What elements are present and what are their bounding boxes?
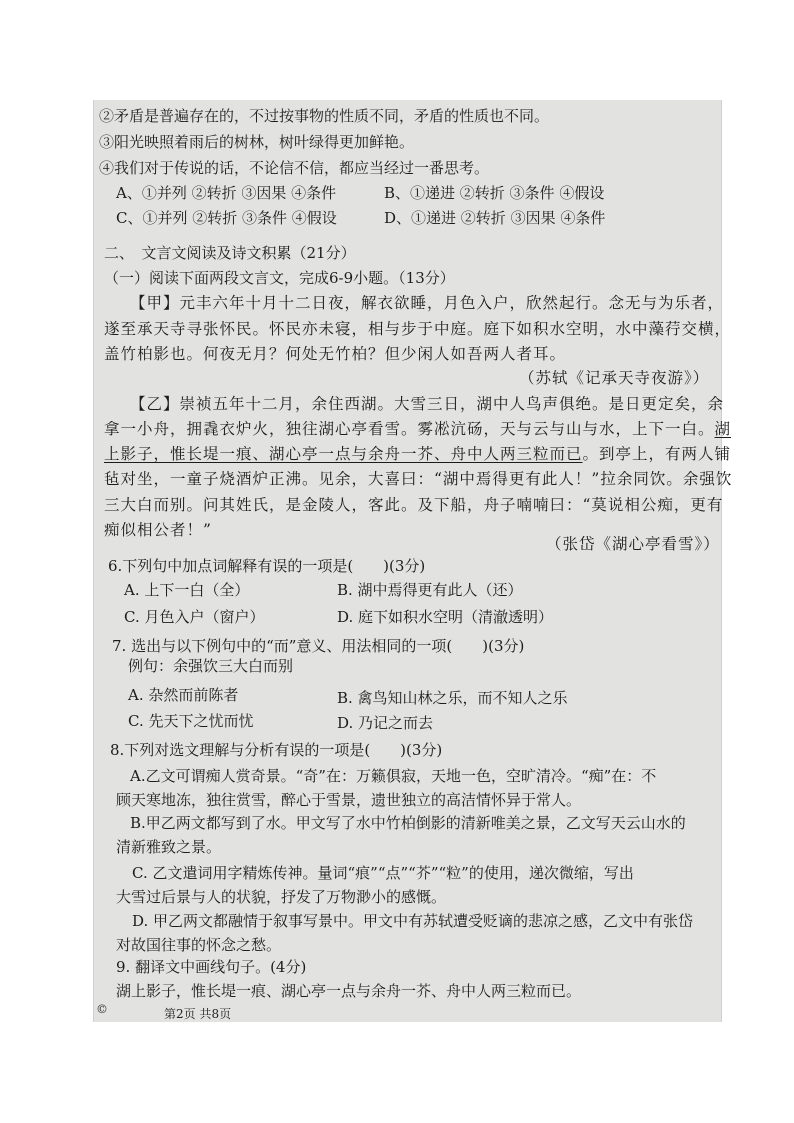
question-7-option-c: C. 先天下之忧而忧 bbox=[128, 712, 254, 730]
passage-b-line-4: 毡对坐，一童子烧酒炉正沸。见余，大喜曰：“湖中焉得更有此人！”拉余同饮。余强饮 bbox=[104, 470, 733, 488]
question-6-option-c: C. 月色入户（窗户） bbox=[124, 608, 265, 626]
copyright-mark: © bbox=[96, 1002, 108, 1016]
question-7-option-d: D. 乃记之而去 bbox=[337, 714, 434, 732]
question-6-stem: 6.下列句中加点词解释有误的一项是( )(3分) bbox=[108, 557, 426, 575]
passage-b-line-3 bbox=[104, 444, 731, 464]
choice-a: A、①并列 ②转折 ③因果 ④条件 bbox=[116, 184, 337, 202]
choice-c: C、①并列 ②转折 ③条件 ④假设 bbox=[116, 209, 337, 227]
question-7-option-a: A. 杂然而前陈者 bbox=[128, 686, 239, 704]
section-subheading: （一）阅读下面两段文言文，完成6-9小题。（13分） bbox=[104, 269, 455, 287]
passage-b-source: （张岱《湖心亭看雪》） bbox=[546, 535, 720, 553]
choice-b: B、①递进 ②转折 ③条件 ④假设 bbox=[384, 184, 605, 202]
question-9-stem: 9. 翻译文中画线句子。(4分) bbox=[116, 958, 307, 976]
question-9-sentence: 湖上影子，惟长堤一痕、湖心亭一点与余舟一芥、舟中人两三粒而已。 bbox=[116, 982, 582, 1000]
passage-a-line-2: 遂至承天寺寻张怀民。怀民亦未寝，相与步于中庭。庭下如积水空明，水中藻荇交横， bbox=[104, 320, 732, 338]
question-8-option-d-line-2: 对故国往事的怀念之愁。 bbox=[116, 936, 282, 954]
question-8-option-d-line-1: D. 甲乙两文都融情于叙事写景中。甲文中有苏轼遭受贬谪的悲凉之感，乙文中有张岱 bbox=[132, 912, 694, 930]
question-8-option-b-line-1: B.甲乙两文都写到了水。甲文写了水中竹柏倒影的清新唯美之景，乙文写天云山水的 bbox=[130, 814, 686, 832]
passage-b-line-1: 【乙】崇祯五年十二月，余住西湖。大雪三日，湖中人鸟声俱绝。是日更定矣，余 bbox=[130, 395, 725, 413]
section-heading: 二、 文言文阅读及诗文积累（21分） bbox=[104, 244, 356, 262]
question-6-option-d: D. 庭下如积水空明（清澈透明） bbox=[337, 608, 554, 626]
question-8-option-c-line-1: C. 乙文遣词用字精炼传神。量词“痕”“点”“芥”“粒”的使用，递次微缩，写出 bbox=[132, 864, 634, 882]
question-7-example: 例句：余强饮三大白而别 bbox=[128, 657, 294, 675]
question-6-option-b: B. 湖中焉得更有此人（还） bbox=[337, 581, 523, 599]
underlined-sentence-start: 湖 bbox=[714, 420, 732, 438]
option-4-text: ④我们对于传说的话，不论信不信，都应当经过一番思考。 bbox=[99, 159, 490, 177]
question-8-option-a-line-2: 顾天寒地冻，独往赏雪，醉心于雪景，遗世独立的高洁情怀异于常人。 bbox=[116, 791, 582, 809]
exam-page bbox=[93, 100, 733, 1022]
question-7-option-b: B. 禽鸟知山林之乐，而不知人之乐 bbox=[337, 689, 568, 707]
passage-b-line-6: 痴似相公者！” bbox=[104, 521, 212, 539]
passage-a-source: （苏轼《记承天寺夜游》） bbox=[519, 369, 710, 387]
option-3-text: ③阳光映照着雨后的树林，树叶绿得更加鲜艳。 bbox=[99, 133, 415, 151]
question-7-stem: 7. 选出与以下例句中的“而”意义、用法相同的一项( )(3分) bbox=[112, 637, 525, 655]
passage-b-line-5: 三大白而别。问其姓氏，是金陵人，客此。及下船，舟子喃喃曰：“莫说相公痴，更有 bbox=[104, 496, 724, 514]
option-2-text: ②矛盾是普遍存在的，不过按事物的性质不同，矛盾的性质也不同。 bbox=[99, 107, 550, 125]
question-8-option-b-line-2: 清新雅致之景。 bbox=[116, 838, 222, 856]
question-8-stem: 8.下列对选文理解与分析有误的一项是( )(3分) bbox=[110, 741, 443, 759]
question-8-option-c-line-2: 大雪过后景与人的状貌，抒发了万物渺小的感慨。 bbox=[116, 888, 447, 906]
passage-a-line-3: 盖竹柏影也。何夜无月？何处无竹柏？但少闲人如吾两人者耳。 bbox=[104, 345, 567, 363]
passage-b-line-3-rest: 。到亭上，有两人铺 bbox=[582, 445, 732, 463]
underlined-sentence: 上影子，惟长堤一痕、湖心亭一点与余舟一芥、舟中人两三粒而已 bbox=[104, 445, 583, 463]
passage-b-line-2 bbox=[104, 419, 731, 439]
choice-d: D、①递进 ②转折 ③因果 ④条件 bbox=[384, 209, 606, 227]
question-6-option-a: A. 上下一白（全） bbox=[124, 581, 250, 599]
passage-a-line-1: 【甲】元丰六年十月十二日夜，解衣欲睡，月色入户，欣然起行。念无与为乐者， bbox=[130, 294, 725, 312]
passage-b-line-2-text: 拿一小舟，拥毳衣炉火，独往湖心亭看雪。雾凇沆砀，天与云与山与水，上下一白。 bbox=[104, 420, 715, 438]
question-8-option-a-line-1: A.乙文可谓痴人赏奇景。“奇”在：万籁俱寂，天地一色，空旷清冷。“痴”在：不 bbox=[130, 767, 657, 785]
page-number: 第2页 共8页 bbox=[164, 1007, 232, 1021]
